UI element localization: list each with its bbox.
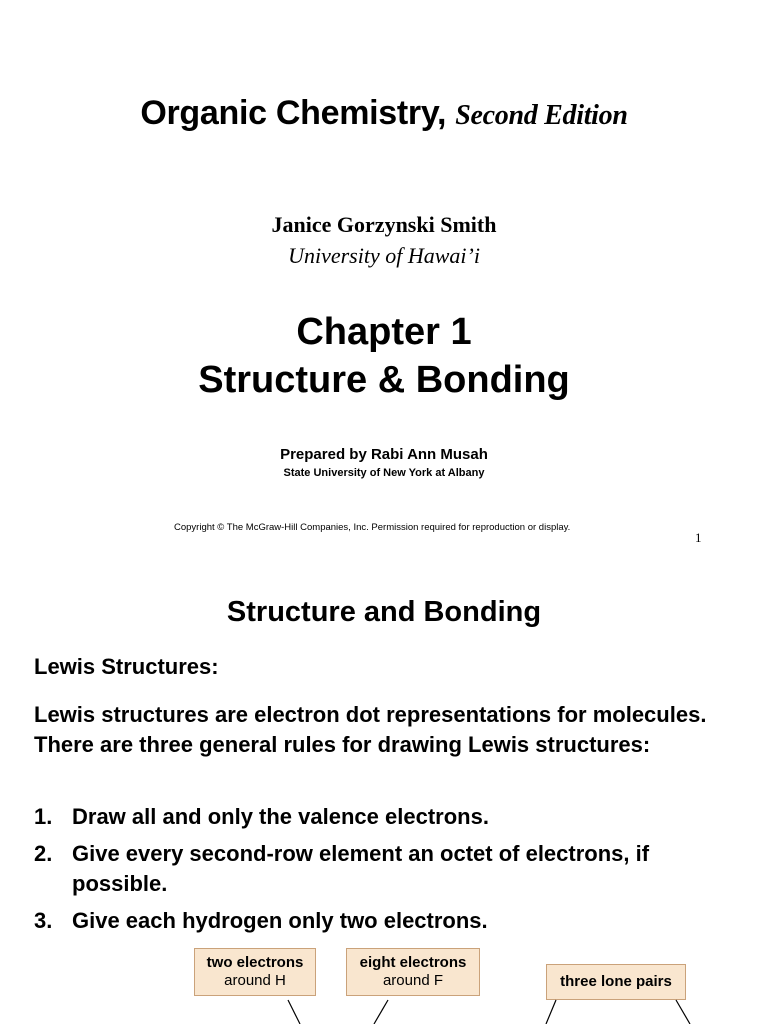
list-item [34, 839, 744, 899]
pointer-line [374, 1000, 388, 1024]
label-line2: around F [382, 972, 444, 989]
chapter-heading [0, 308, 768, 404]
book-title-text: Organic Chemistry, [140, 94, 447, 132]
list-item [34, 906, 744, 936]
pointer-line [676, 1000, 690, 1024]
book-title [0, 94, 768, 133]
rule-number: 3. [34, 908, 53, 933]
label-two-electrons [194, 948, 316, 996]
pointer-line [288, 1000, 300, 1024]
rule-text: Draw all and only the valence electrons. [72, 804, 489, 829]
content-slide [0, 560, 768, 1024]
chapter-number: Chapter 1 [296, 311, 472, 353]
author-name: Janice Gorzynski Smith [271, 212, 497, 237]
author-university: University of Hawai’i [288, 243, 480, 268]
edition-text: Second Edition [455, 100, 628, 131]
label-line1: eight electrons [359, 954, 467, 971]
label-eight-electrons [346, 948, 480, 996]
prepared-by-university: State University of New York at Albany [283, 467, 485, 479]
chapter-title: Structure & Bonding [198, 359, 570, 401]
rules-list [34, 802, 744, 943]
rule-number: 2. [34, 841, 53, 866]
pointer-lines [0, 996, 768, 1024]
rule-text: Give each hydrogen only two electrons. [72, 908, 488, 933]
section-subheading: Lewis Structures: [34, 654, 219, 679]
label-lone-pairs [546, 964, 686, 1000]
prepared-by: Prepared by Rabi Ann Musah [280, 446, 488, 463]
rule-text: Give every second-row element an octet of electrons, if possible. [72, 841, 650, 896]
slide-title: Structure and Bonding [226, 596, 542, 628]
page-number: 1 [695, 530, 702, 545]
pointer-line [546, 1000, 556, 1024]
label-line2: around H [224, 972, 286, 989]
label-line1: two electrons [206, 954, 304, 971]
list-item [34, 802, 744, 832]
label-line1: three lone pairs [560, 973, 672, 990]
copyright-notice: Copyright © The McGraw-Hill Companies, Inc. Permission required for reproduction or display. [174, 522, 571, 533]
rule-number: 1. [34, 804, 53, 829]
intro-paragraph: Lewis structures are electron dot representations for molecules. There are three general rules for drawing Lewis structures: [34, 702, 707, 757]
